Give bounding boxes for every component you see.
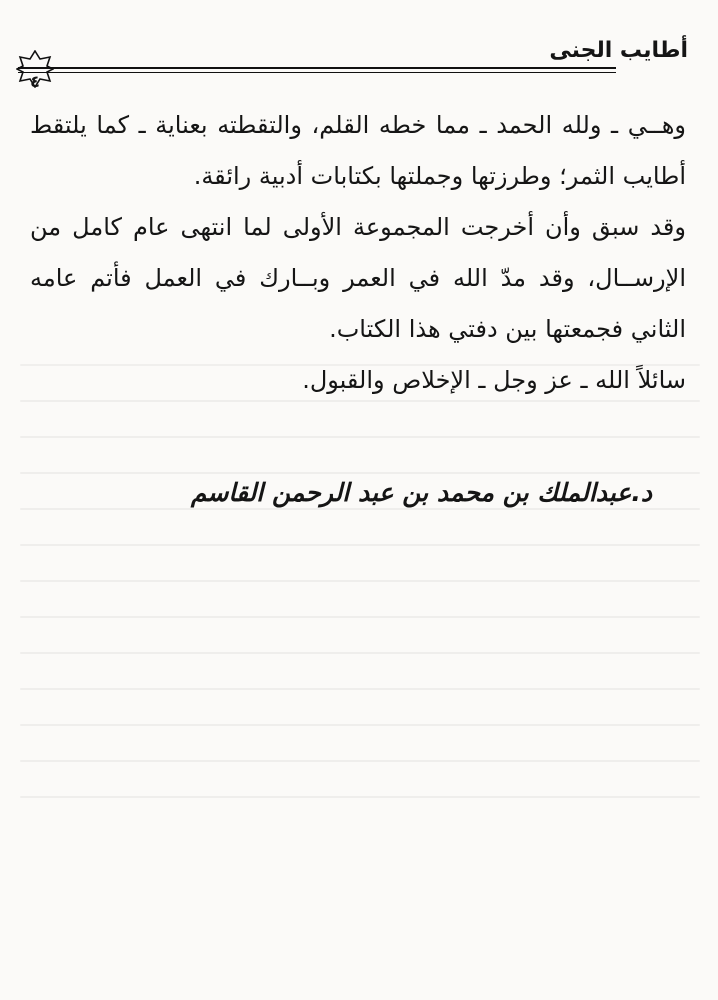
paragraph-3: سائلاً الله ـ عز وجل ـ الإخلاص والقبول. <box>302 366 686 394</box>
page-number: ٤ <box>30 72 40 91</box>
header-rule-thick <box>18 67 616 69</box>
paragraph-2: وقد سبق وأن أخرجت المجموعة الأولى لما انتهى عام كامل من الإرســال، وقد مدّ الله في العمر وبــارك في العمل فأتم عامه الثاني فجمعتها بين دفتي هذا الكتاب. <box>30 213 686 343</box>
show-through-texture <box>20 330 700 890</box>
paragraph-1: وهــي ـ ولله الحمد ـ مما خطه القلم، والتقطته بعناية ـ كما يلتقط أطايب الثمر؛ وطرزتها وجملتها بكتابات أدبية رائقة. <box>30 111 686 190</box>
author-signature: د.عبدالملك بن محمد بن عبد الرحمن القاسم <box>190 478 652 507</box>
body-text <box>30 100 686 406</box>
page-number-badge <box>16 50 54 91</box>
book-title: أطايب الجنى <box>549 38 688 63</box>
header-rule-thin <box>18 72 616 73</box>
running-header <box>18 30 700 91</box>
